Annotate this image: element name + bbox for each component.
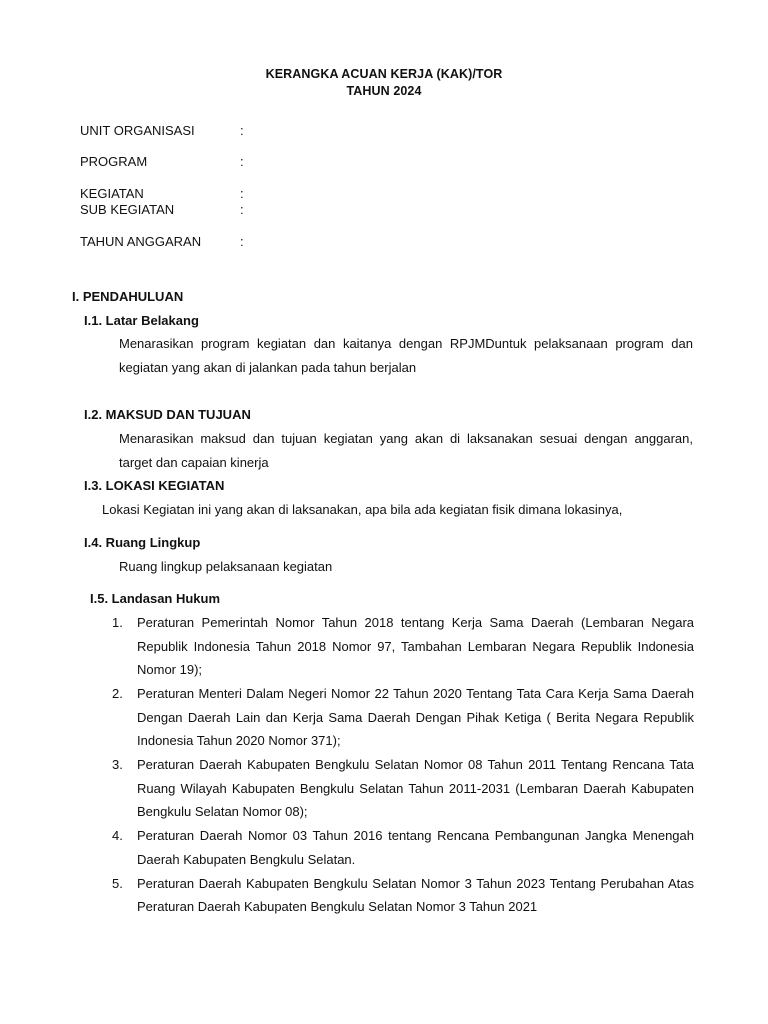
section-heading-pendahuluan: I. PENDAHULUAN [72,289,184,304]
field-label-tahun-anggaran: TAHUN ANGGARAN [80,234,202,249]
section-heading-ruang-lingkup: I.4. Ruang Lingkup [84,535,201,550]
section-heading-lokasi: I.3. LOKASI KEGIATAN [84,478,225,493]
list-item-text: Peraturan Daerah Kabupaten Bengkulu Selatan Nomor 3 Tahun 2023 Tentang Perubahan Atas Peraturan Daerah Kabupaten Bengkulu Selatan Nomor 3 Tahun 2021 [137,875,694,914]
list-item-text: Peraturan Pemerintah Nomor Tahun 2018 tentang Kerja Sama Daerah (Lembaran Negara Republik Indonesia Tahun 2018 Nomor 97, Tambahan Lembaran Negara Republik Indonesia Nomor 19); [137,615,694,677]
list-item [112,824,694,871]
paragraph-lokasi: Lokasi Kegiatan ini yang akan di laksanakan, apa bila ada kegiatan fisik dimana lokasinya, [102,502,623,517]
field-label-sub-kegiatan: SUB KEGIATAN [80,202,175,217]
list-item-text: Peraturan Daerah Nomor 03 Tahun 2016 tentang Rencana Pembangunan Jangka Menengah Daerah Kabupaten Bengkulu Selatan. [137,828,694,867]
list-item-number: 4. [112,828,123,843]
field-label-unit-organisasi: UNIT ORGANISASI [80,123,195,138]
section-heading-maksud-tujuan: I.2. MAKSUD DAN TUJUAN [84,407,251,422]
document-title: KERANGKA ACUAN KERJA (KAK)/TOR [265,67,503,81]
list-item-number: 5. [112,875,123,891]
list-item [112,753,694,824]
list-item-number: 1. [112,615,123,630]
field-colon: : [240,234,244,249]
field-label-kegiatan: KEGIATAN [80,186,144,201]
paragraph-ruang-lingkup: Ruang lingkup pelaksanaan kegiatan [119,559,333,574]
list-item-text: Peraturan Daerah Kabupaten Bengkulu Selatan Nomor 08 Tahun 2011 Tentang Rencana Tata Ruang Wilayah Kabupaten Bengkulu Selatan Tahun 2011-2031 (Lembaran Daerah Kabupaten Bengkulu Selatan Nomor 08); [137,757,694,819]
document-year: TAHUN 2024 [346,84,422,98]
field-colon: : [240,123,244,138]
list-item-number: 3. [112,757,123,772]
section-heading-latar-belakang: I.1. Latar Belakang [84,313,199,328]
list-item-text: Peraturan Menteri Dalam Negeri Nomor 22 Tahun 2020 Tentang Tata Cara Kerja Sama Daerah Dengan Daerah Lain dan Kerja Sama Daerah Dengan Pihak Ketiga ( Berita Negara Republik Indonesia Tahun 2020 Nomor 371); [137,686,694,748]
field-colon: : [240,202,244,217]
field-label-program: PROGRAM [80,154,148,169]
legal-basis-list [112,611,694,919]
list-item-number: 2. [112,686,123,701]
list-item [112,682,694,753]
paragraph-maksud-tujuan: Menarasikan maksud dan tujuan kegiatan yang akan di laksanakan sesuai dengan anggaran, target dan capaian kinerja [119,431,693,470]
field-colon: : [240,154,244,169]
list-item [112,611,694,682]
field-colon: : [240,186,244,201]
list-item [112,872,694,919]
section-heading-landasan-hukum: I.5. Landasan Hukum [90,591,221,606]
paragraph-latar-belakang: Menarasikan program kegiatan dan kaitanya dengan RPJMDuntuk pelaksanaan program dan kegiatan yang akan di jalankan pada tahun berjalan [119,336,693,375]
